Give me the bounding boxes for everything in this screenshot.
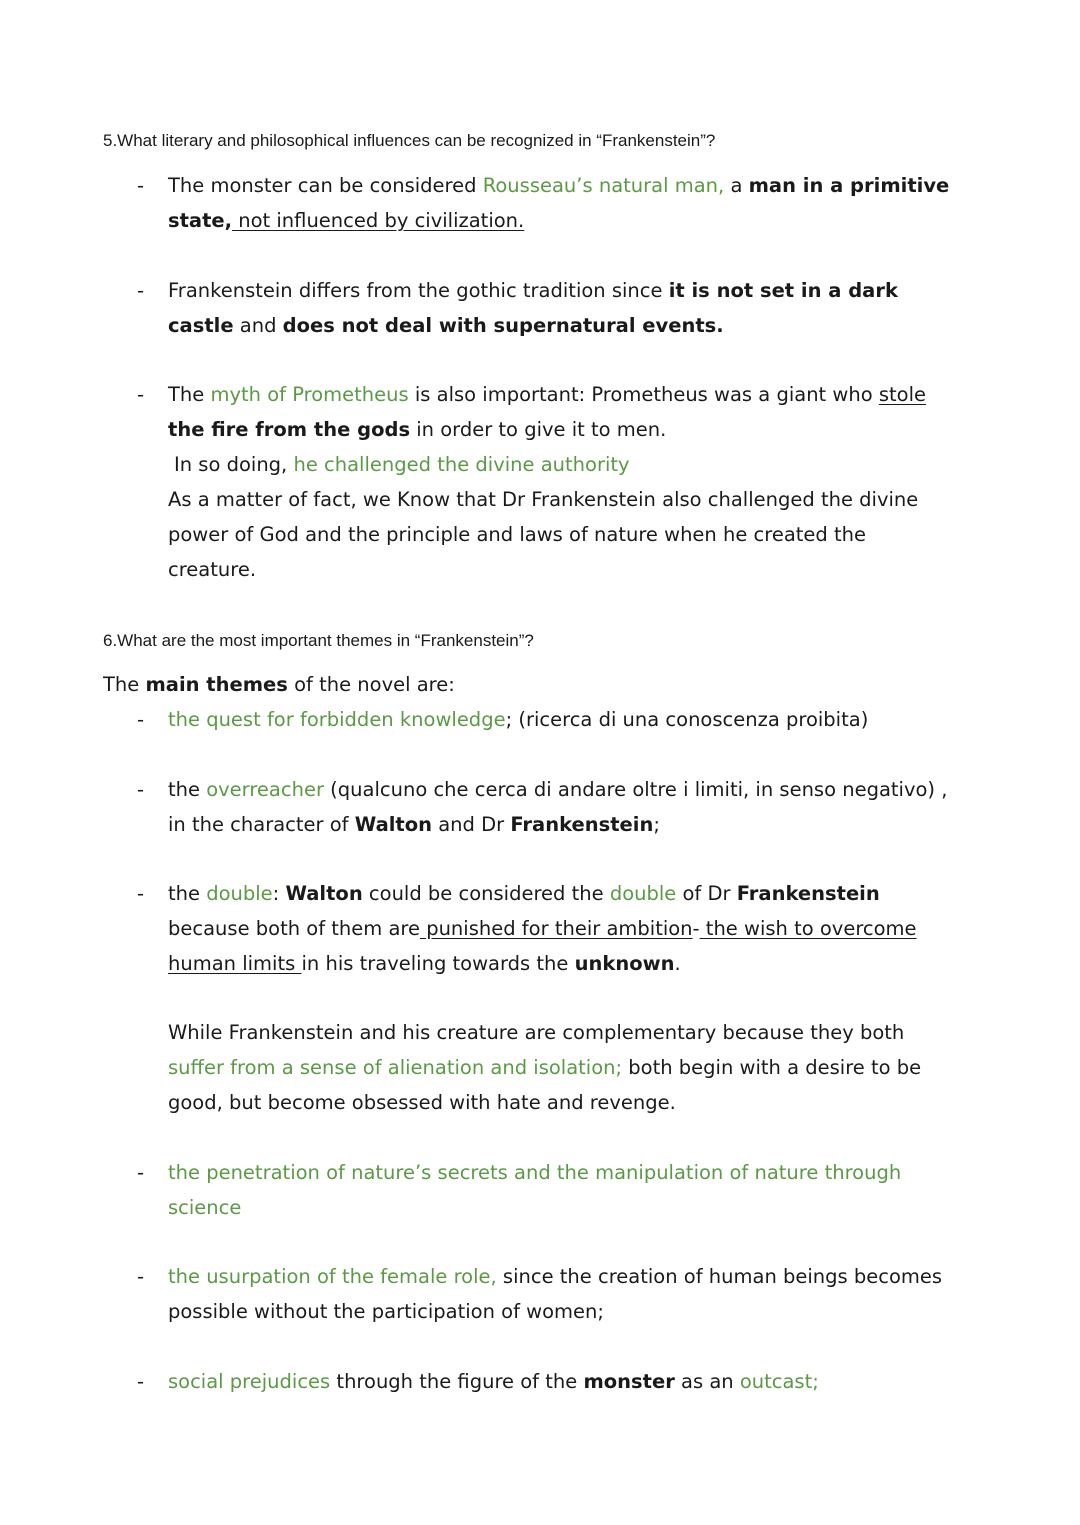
bullet-gothic: Frankenstein differs from the gothic tradition since it is not set in a dark castle and does not deal with supernatural events.	[168, 279, 898, 337]
bullet-dash: -	[137, 1161, 145, 1184]
bullet-dash: -	[137, 882, 145, 905]
bullet-dash: -	[137, 778, 145, 801]
theme-nature-secrets: the penetration of nature’s secrets and the manipulation of nature through science	[168, 1161, 902, 1219]
theme-double-continued: While Frankenstein and his creature are complementary because they both suffer from a sense of alienation and isolation; both begin with a desire to be good, but become obsessed with hate and revenge.	[168, 1021, 922, 1114]
bullet-dash: -	[137, 708, 145, 731]
theme-female-role: the usurpation of the female role, since the creation of human beings becomes possible without the participation of women;	[168, 1265, 943, 1323]
bullet-dash: -	[137, 279, 145, 302]
bullet-dash: -	[137, 383, 145, 406]
theme-forbidden-knowledge: the quest for forbidden knowledge; (ricerca di una conoscenza proibita)	[168, 708, 869, 731]
theme-social-prejudices: social prejudices through the figure of the monster as an outcast;	[168, 1370, 819, 1393]
bullet-rousseau: The monster can be considered Rousseau’s natural man, a man in a primitive state, not influenced by civilization.	[168, 174, 950, 232]
question-6: 6.What are the most important themes in “Frankenstein”?	[103, 631, 534, 650]
theme-overreacher: the overreacher (qualcuno che cerca di andare oltre i limiti, in senso negativo) , in the character of Walton and Dr Frankenstein;	[168, 778, 948, 836]
bullet-dash: -	[137, 1265, 145, 1288]
themes-intro: The main themes of the novel are:	[103, 673, 455, 696]
question-5: 5.What literary and philosophical influences can be recognized in “Frankenstein”?	[103, 131, 716, 150]
bullet-dash: -	[137, 1370, 145, 1393]
theme-double: the double: Walton could be considered the double of Dr Frankenstein because both of them are punished for their ambition- the wish to overcome human limits in his traveling towards the unknown.	[168, 882, 917, 975]
bullet-dash: -	[137, 174, 145, 197]
bullet-prometheus: The myth of Prometheus is also important: Prometheus was a giant who stole the fire from the gods in order to give it to men. In so doing, he challenged the divine authority As a matter of fact, we Know that Dr Frankenstein also challenged the divine power of God and the principle and laws of nature when he created the creature.	[168, 383, 926, 581]
